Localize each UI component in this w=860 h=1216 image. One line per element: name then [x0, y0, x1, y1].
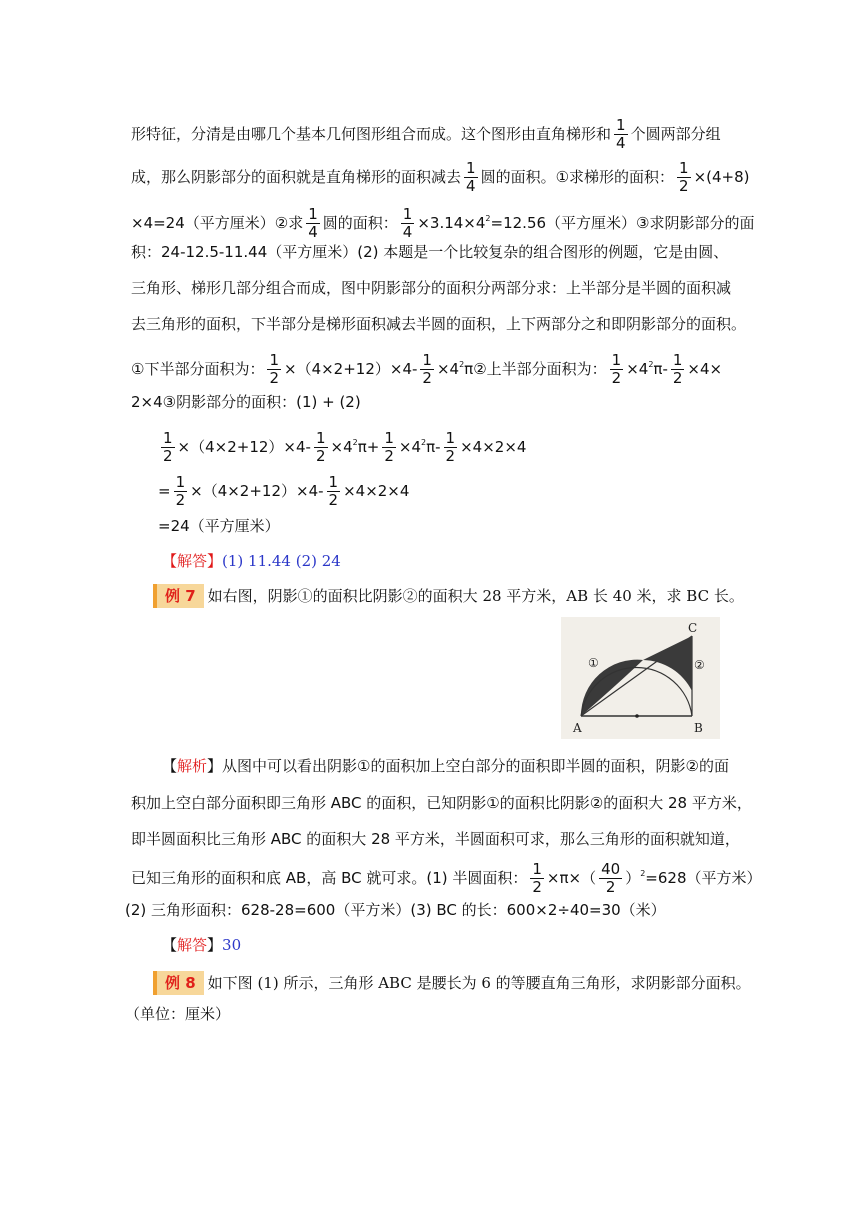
text-line: ①下半部分面积为： $\frac{1}{2}$ ×（4×2+12）×4- $\frac{1}{2}$ $\times 4^2\pi ②$上半部分面积为： $\frac{1}{2}$ $\times 4^2\pi-$ $\frac{1}{2}$ ×4× — [131, 351, 723, 387]
answer-value: 30 — [222, 936, 242, 954]
fraction-40-2: $\frac{40}{2}$ — [601, 860, 621, 896]
fraction-1-4: $\frac{1}{4}$ — [466, 159, 476, 195]
text-line: 即半圆面积比三角形 ABC 的面积大 28 平方米，半圆面积可求，那么三角形的面积就知道， — [131, 830, 740, 848]
answer-label: 解答 — [177, 936, 208, 954]
text-line: 去三角形的面积，下半部分是梯形面积减去半圆的面积，上下两部分之和即阴影部分的面积。 — [131, 315, 747, 333]
fraction-1-2: $\frac{1}{2}$ — [315, 429, 326, 465]
equation-line: = $\frac{1}{2}$ ×（4×2+12）×4- $\frac{1}{2}$ ×4×2×4 — [158, 473, 410, 509]
fraction-1-2: $\frac{1}{2}$ — [445, 429, 456, 465]
fraction-1-4: $\frac{1}{4}$ — [616, 116, 626, 152]
equation-line: $\frac{1}{2}$ ×（4×2+12）×4- $\frac{1}{2}$ $\times 4^2\pi+$ $\frac{1}{2}$ $\times 4^2\pi-$ $\frac{1}{2}$ ×4×2×4 — [163, 429, 527, 465]
equation-line: =24（平方厘米） — [158, 517, 280, 535]
answer-value: (1) 11.44 (2) 24 — [222, 552, 341, 570]
fraction-1-4: $\frac{1}{4}$ — [402, 205, 413, 241]
fraction-1-2: $\frac{1}{2}$ — [269, 351, 279, 387]
answer-line — [162, 551, 341, 571]
shaded-region-2 — [643, 636, 692, 691]
fraction-1-2: $\frac{1}{2}$ — [422, 351, 432, 387]
fraction-1-2: $\frac{1}{2}$ — [672, 351, 683, 387]
example-badge: 例 7 — [153, 584, 204, 608]
text-line: 成，那么阴影部分的面积就是直角梯形的面积减去 $\frac{1}{4}$ 圆的面积。①求梯形的面积： $\frac{1}{2}$ ×(4+8) — [131, 159, 750, 195]
fraction-1-2: $\frac{1}{2}$ — [611, 351, 622, 387]
text-line: 已知三角形的面积和底 AB，高 BC 就可求。(1) 半圆面积： $\frac{1}{2}$ ×π×（ $\frac{40}{2}$ ）$^2$=628（平方米） — [131, 860, 762, 896]
center-point — [635, 714, 639, 718]
semicircle-triangle-figure — [561, 617, 720, 739]
label-a: A — [573, 721, 582, 735]
text-line: 2×4③阴影部分的面积：(1) + (2) — [131, 393, 361, 411]
figure-svg — [561, 617, 720, 739]
example-badge: 例 8 — [153, 971, 204, 995]
text-line: 三角形、梯形几部分组合而成，图中阴影部分的面积分两部分求：上半部分是半圆的面积减 — [131, 279, 732, 297]
fraction-1-2: $\frac{1}{2}$ — [163, 429, 173, 465]
fraction-1-2: $\frac{1}{2}$ — [532, 860, 542, 896]
fraction-1-4: $\frac{1}{4}$ — [308, 205, 318, 241]
example-7-line: 例 7 如右图，阴影①的面积比阴影②的面积大 28 平方米，AB 长 40 米，求 BC 长。 — [153, 584, 744, 608]
example-8-line: 例 8 如下图 (1) 所示，三角形 ABC 是腰长为 6 的等腰直角三角形，求阴影部分面积。 — [153, 971, 751, 995]
text-line: ×4=24（平方厘米）②求 $\frac{1}{4}$ 圆的面积： $\frac{1}{4}$ $\times 3.14\times 4^2=12.56$（平方厘米）③求阴影部分的面 — [131, 205, 755, 241]
label-shade-1: ① — [588, 656, 599, 670]
fraction-1-2: $\frac{1}{2}$ — [679, 159, 689, 195]
answer-line: 【解答】30 — [162, 936, 242, 954]
text-line: （单位：厘米） — [125, 1005, 231, 1023]
text-line: 积：24-12.5-11.44（平方厘米）(2) 本题是一个比较复杂的组合图形的例题，它是由圆、 — [131, 243, 729, 261]
text-line: 积加上空白部分面积即三角形 ABC 的面积，已知阴影①的面积比阴影②的面积大 28 平方米， — [131, 794, 752, 812]
analysis-label: 解析 — [177, 757, 208, 775]
answer-label: 【解答】 — [162, 552, 223, 570]
fraction-1-2: $\frac{1}{2}$ — [328, 473, 339, 509]
fraction-1-2: $\frac{1}{2}$ — [384, 429, 394, 465]
label-c: C — [688, 621, 698, 635]
label-shade-2: ② — [694, 658, 705, 672]
fraction-1-2: $\frac{1}{2}$ — [175, 473, 186, 509]
text-line: (2) 三角形面积：628-28=600（平方米）(3) BC 的长：600×2÷40=30（米） — [125, 901, 666, 919]
text-line: 形特征，分清是由哪几个基本几何图形组合而成。这个图形由直角梯形和 $\frac{1}{4}$ 个圆两部分组 — [131, 116, 721, 152]
analysis-line: 【解析】从图中可以看出阴影①的面积加上空白部分的面积即半圆的面积，阴影②的面 — [162, 757, 729, 775]
label-b: B — [694, 721, 703, 735]
